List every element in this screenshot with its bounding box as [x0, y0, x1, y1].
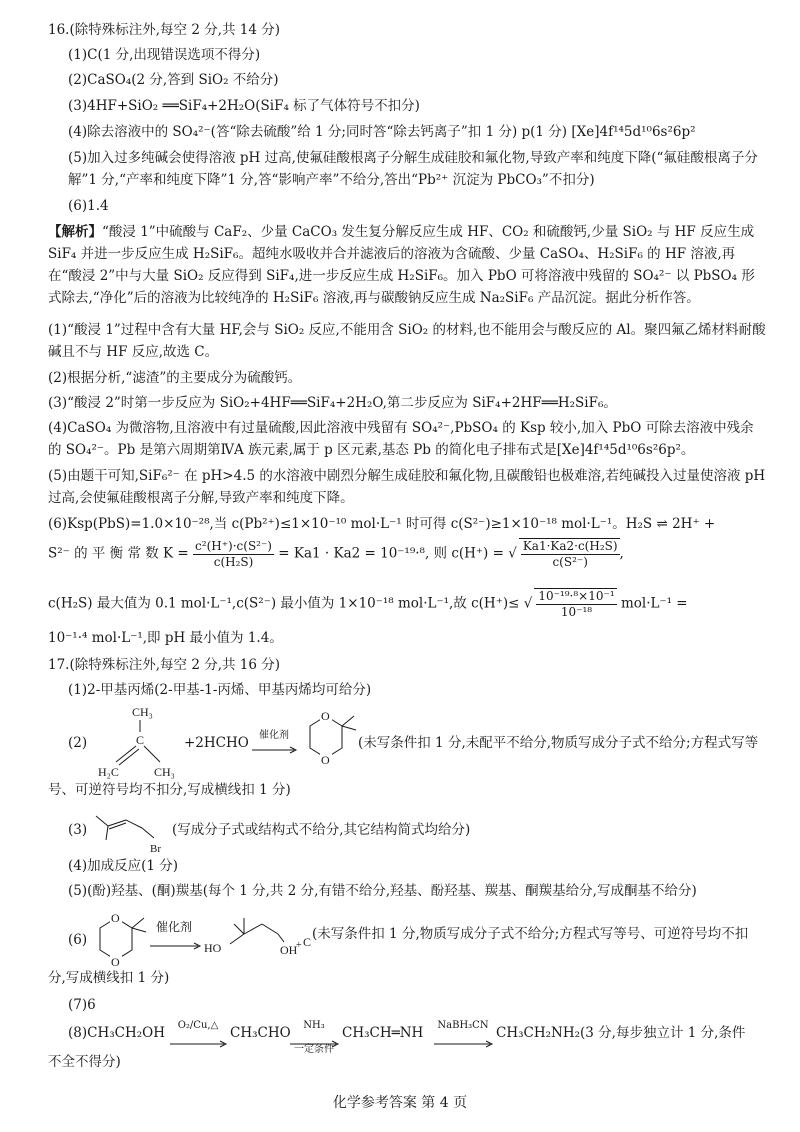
h2s-text: c(H₂S) 最大值为 0.1 mol·L⁻¹,c(S²⁻) 最小值为 1×10⁻¹⁸ mol·L⁻¹,故 c(H⁺)≤ — [48, 595, 520, 612]
q16-explain-1: (1)“酸浸 1”过程中含有大量 HF,会与 SiO₂ 反应,不能用含 SiO₂ 的材料,也不能用会与酸反应的 Al。聚四氟乙烯材料耐酸碱且不与 HF 反应,故选 C。 — [48, 322, 766, 360]
q17-answer-7: (7)6 — [68, 997, 96, 1013]
q16-explain-5: (5)由题干可知,SiF₆²⁻ 在 pH>4.5 的水溶液中剧烈分解生成硅胶和氟化物,且碳酸铅也极难溶,若纯碱投入过量使溶液 pH 过高,会使氟硅酸根离子分解,导致产率和纯度下降。 — [48, 468, 766, 506]
bound-fraction — [536, 589, 616, 620]
isobutene-ch3-top: CH₃ — [132, 705, 153, 719]
h-sqrt — [519, 538, 620, 570]
reactant-o-bottom: O — [111, 955, 120, 969]
reaction-6-arrow — [148, 936, 202, 944]
q16-explain-6-line4: 10⁻¹·⁴ mol·L⁻¹,即 pH 最小值为 1.4。 — [48, 630, 283, 646]
bromo-alkene-structure — [92, 806, 174, 856]
q16-heading: 16.(除特殊标注外,每空 2 分,共 14 分) — [48, 22, 281, 38]
k-numerator: c²(H⁺)·c(S²⁻) — [195, 538, 272, 553]
step3-arrow — [432, 1034, 494, 1042]
analysis-tag: 【解析】 — [48, 224, 102, 240]
diol-plus: + — [296, 940, 302, 951]
q16-answer-3: (3)4HF+SiO₂ ══SiF₄+2H₂O(SiF₄ 标了气体符号不扣分) — [68, 98, 420, 114]
analysis-body: “酸浸 1”中硫酸与 CaF₂、少量 CaCO₃ 发生复分解反应生成 HF、CO₂ 和硫酸钙,少量 SiO₂ 与 HF 反应生成 SiF₄ 并进一步反应生成 H₂SiF₆。超纯水吸收并合并滤液后的溶液为含硫酸、少量 CaSO₄、H₂SiF₆ 的 HF 溶液,再在“酸浸 2”中与大量 SiO₂ 反应得到 SiF₄,进一步反应生成 H₂SiF₆。加入 PbO 可将溶液中残留的 SO₄²⁻ 以 PbSO₄ 形式除去,“净化”后的溶液为比较纯净的 H₂SiF₆ 溶液,再与碳酸钠反应生成 Na₂SiF₆ 产品沉淀。据此分析作答。 — [48, 224, 755, 306]
q17-answer-6-note: (未写条件扣 1 分,物质写成分子式不给分;方程式写等号、可逆符号均不扣 — [312, 926, 749, 942]
reaction-2-catalyst: 催化剂 — [259, 730, 289, 741]
step2-product: CH₃CH═NH — [342, 1025, 424, 1041]
step1-product: CH₃CHO — [230, 1025, 291, 1041]
diol-product-structure — [200, 912, 310, 962]
isobutene-ch3-right: CH₃ — [154, 765, 175, 779]
bound-unit: mol·L⁻¹ = — [620, 595, 688, 612]
isobutene-h2c: H₂C — [98, 765, 119, 779]
q16-explain-4: (4)CaSO₄ 为微溶物,且溶液中有过量硫酸,因此溶液中残留有 SO₄²⁻,PbSO₄ 的 Ksp 较小,加入 PbO 可除去溶液中残余的 SO₄²⁻。Pb 是第六周期第ⅣA 族元素,属于 p 区元素,基态 Pb 的简化电子排布式是[Xe]4f¹⁴5d¹⁰6s²6p²。 — [48, 420, 754, 458]
diol-oh: OH — [280, 943, 298, 957]
q17-answer-2-note-cont: 号、可逆符号均不扣分,写成横线扣 1 分) — [48, 782, 291, 798]
bound-sqrt — [534, 588, 616, 620]
dioxane-o-bottom: O — [321, 753, 330, 767]
step2-condition-bottom: 一定条件 — [294, 1044, 334, 1055]
step1-arrow — [168, 1034, 228, 1042]
q17-answer-4: (4)加成反应(1 分) — [68, 858, 179, 874]
q17-answer-6-label: (6) — [68, 932, 88, 948]
q17-answer-1: (1)2-甲基丙烯(2-甲基-1-丙烯、甲基丙烯均可给分) — [68, 682, 372, 698]
h-fraction — [521, 539, 620, 570]
dioxane-reactant-structure — [90, 904, 150, 976]
k-label: S²⁻ 的 平 衡 常 数 K = — [48, 545, 189, 562]
q16-analysis — [48, 222, 766, 309]
q16-explain-3: (3)“酸浸 2”时第一步反应为 SiO₂+4HF══SiF₄+2H₂O,第二步反应为 SiF₄+2HF══H₂SiF₆。 — [48, 395, 617, 411]
step1-condition: O₂/Cu,△ — [177, 1020, 219, 1031]
formaldehyde-reactant: +2HCHO — [184, 735, 249, 751]
step3-product: CH₃CH₂NH₂(3 分,每步独立计 1 分,条件 — [496, 1025, 746, 1041]
k-fraction — [193, 539, 274, 570]
q16-answer-5: (5)加入过多纯碱会使得溶液 pH 过高,使氟硅酸根离子分解生成硅胶和氟化物,导致产率和纯度下降(“氟硅酸根离子分解”1 分,“产率和纯度下降”1 分,答“影响产率”不给分,答出“Pb²⁺ 沉淀为 PbCO₃”不扣分) — [68, 150, 758, 188]
q16-explain-6-line3: c(H₂S) 最大值为 0.1 mol·L⁻¹,c(S²⁻) 最小值为 1×10⁻¹⁸ mol·L⁻¹,故 c(H⁺)≤ √ $\frac{\text{10⁻¹⁹·⁸×10⁻¹}}{\text{10⁻¹⁸}}$ mol·L⁻¹ = — [48, 589, 688, 619]
step2-arrow — [288, 1034, 340, 1042]
step2-condition-top: NH₃ — [303, 1020, 325, 1031]
q17-answer-5: (5)(酚)羟基、(酮)羰基(每个 1 分,共 2 分,有错不给分,羟基、酚羟基、羰基、酮羰基给分,写成酮基不给分) — [68, 883, 697, 899]
k-denominator: c(H₂S) — [213, 554, 254, 569]
q17-answer-3-label: (3) — [68, 822, 88, 838]
q17-answer-3-note: (写成分子式或结构式不给分,其它结构简式均给分) — [172, 822, 471, 838]
h-numerator: Ka1·Ka2·c(H₂S) — [522, 539, 618, 553]
reaction-2-arrow — [250, 740, 298, 748]
dioxane-product-structure — [296, 702, 360, 776]
step3-condition: NaBH₃CN — [437, 1020, 489, 1031]
h-denominator: c(S²⁻) — [552, 555, 588, 569]
reactant-o-top: O — [111, 911, 120, 925]
dioxane-o-top: O — [321, 709, 330, 723]
q16-explain-6-line1: (6)Ksp(PbS)=1.0×10⁻²⁸,当 c(Pb²⁺)≤1×10⁻¹⁰ mol·L⁻¹ 时可得 c(S²⁻)≥1×10⁻¹⁸ mol·L⁻¹。H₂S ⇌ 2H⁺ + — [48, 516, 716, 532]
q16-explain-2: (2)根据分析,“滤渣”的主要成分为硫酸钙。 — [48, 370, 302, 386]
reaction-6-catalyst: 催化剂 — [155, 920, 192, 934]
q17-answer-2-note: (未写条件扣 1 分,未配平不给分,物质写成分子式不给分;方程式写等 — [358, 735, 759, 751]
q17-heading: 17.(除特殊标注外,每空 2 分,共 16 分) — [48, 657, 281, 673]
q17-answer-8-tail: 不全不得分) — [48, 1054, 121, 1070]
isobutene-structure — [92, 700, 192, 780]
q16-explain-6-line2: S²⁻ 的 平 衡 常 数 K = $\frac{\text{c²(H⁺)·c(S²⁻)}}{\text{c(H₂S)}}$ = Ka1 · Ka2 = 10⁻¹⁹·⁸, 则 c(H⁺) = √ $\frac{\text{Ka1·Ka2·c(H₂S)}}{\text{c(S²⁻)}}$ , — [48, 538, 624, 569]
q16-answer-1: (1)C(1 分,出现错误选项不得分) — [68, 47, 261, 63]
page-footer: 化学参考答案 第 4 页 — [332, 1095, 468, 1111]
q16-answer-2: (2)CaSO₄(2 分,答到 SiO₂ 不给分) — [68, 72, 279, 88]
diol-ho: HO — [204, 941, 222, 955]
bromine-label: Br — [150, 843, 161, 855]
q17-answer-2-label: (2) — [68, 735, 88, 751]
q16-answer-6: (6)1.4 — [68, 198, 109, 214]
isobutene-c: C — [136, 733, 145, 747]
q17-answer-8-start: (8)CH₃CH₂OH — [68, 1025, 165, 1041]
q17-answer-6-note-cont: 分,写成横线扣 1 分) — [48, 970, 170, 986]
k-equals: = Ka1 · Ka2 = 10⁻¹⁹·⁸, 则 c(H⁺) = — [278, 545, 504, 562]
bound-denominator: 10⁻¹⁸ — [560, 605, 593, 619]
byproduct-c: C — [303, 935, 312, 949]
bound-numerator: 10⁻¹⁹·⁸×10⁻¹ — [538, 589, 615, 603]
q16-answer-4: (4)除去溶液中的 SO₄²⁻(答“除去硫酸”给 1 分;同时答“除去钙离子”扣 1 分) p(1 分) [Xe]4f¹⁴5d¹⁰6s²6p² — [68, 124, 696, 140]
